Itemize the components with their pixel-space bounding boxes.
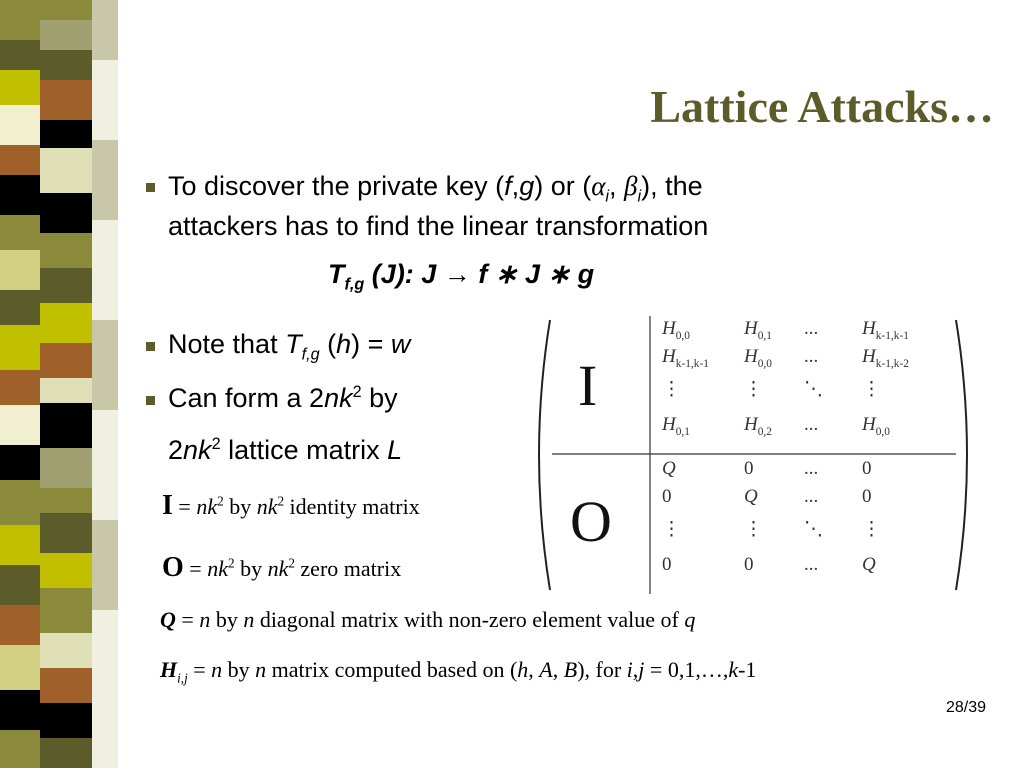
bullet-1-line-2: attackers has to find the linear transformation — [168, 211, 709, 241]
H-cell: ⋮ — [744, 379, 763, 400]
H-cell: ⋮ — [862, 379, 881, 400]
Q-cell: ⋮ — [862, 519, 881, 540]
definition-q: Q = n by n diagonal matrix with non-zero element value of q — [160, 607, 696, 632]
H-cell: $H_{0,0}$ — [662, 318, 690, 342]
bullet-3-line-2: $2nk^2$ lattice matrix L — [168, 435, 403, 465]
H-cell: $H_{0,0}$ — [862, 414, 890, 438]
Q-cell: Q — [862, 554, 876, 575]
H-cell: $H_{0,0}$ — [744, 346, 772, 370]
slide-title: Lattice Attacks… — [650, 81, 994, 132]
definition-h: $H_{i,j} = n$ by n matrix computed based on (h, A, B), for i,j = 0,1,…,k-1 — [160, 657, 757, 686]
bullet-2: Note that $T_{f,g}$ (h) = w — [168, 329, 411, 364]
H-cell: $H_{0,1}$ — [744, 318, 772, 342]
bullet-1-line-1: To discover the private key (f,g) or ($\alpha_i$, $\beta_i$), the — [168, 171, 703, 206]
Q-cell: Q — [662, 458, 676, 479]
H-cell: ... — [804, 346, 819, 367]
Q-cell: ... — [804, 554, 819, 575]
Q-cell: 0 — [862, 458, 872, 479]
Q-cell: 0 — [744, 554, 754, 575]
Q-cell: ⋮ — [662, 519, 681, 540]
Q-cell: ... — [804, 486, 819, 507]
bullet-marker — [146, 396, 155, 405]
Q-cell: 0 — [862, 486, 872, 507]
bullet-3-line-1: Can form a $2nk^2$ by — [168, 383, 398, 413]
H-cell: $H_{k-1,k-1}$ — [862, 318, 909, 342]
H-cell: $H_{0,2}$ — [744, 414, 772, 438]
stripe-column-inner — [92, 0, 118, 768]
Q-cell: ... — [804, 458, 819, 479]
zero-block-symbol: O — [570, 489, 612, 554]
Q-cell: 0 — [662, 486, 672, 507]
Q-cell: 0 — [662, 554, 672, 575]
stripe-column-middle — [40, 0, 92, 768]
definition-zero: $O = nk^2$ by $nk^2$ zero matrix — [162, 552, 402, 583]
right-bracket — [956, 320, 967, 590]
H-cell: $H_{k-1,k-2}$ — [862, 346, 909, 370]
lattice-matrix — [536, 312, 976, 598]
Q-cell: ⋱ — [804, 519, 823, 540]
bullet-marker — [146, 183, 155, 192]
bullet-marker — [146, 342, 155, 351]
H-cell: $H_{k-1,k-1}$ — [662, 346, 709, 370]
Q-cell: ⋮ — [744, 519, 763, 540]
stripe-column-outer — [0, 0, 40, 768]
H-cell: ⋮ — [662, 379, 681, 400]
identity-block-symbol: I — [578, 353, 598, 418]
linear-transformation-formula: $T_{f,g}$ (J): J → f ∗ J ∗ g — [328, 259, 595, 294]
H-cell: ... — [804, 414, 819, 435]
left-bracket — [539, 320, 550, 590]
Q-cell: 0 — [744, 458, 754, 479]
H-cell: $H_{0,1}$ — [662, 414, 690, 438]
decorative-stripe-border — [0, 0, 118, 768]
definition-identity: $I = nk^2$ by $nk^2$ identity matrix — [162, 490, 420, 521]
H-cell: ⋱ — [804, 379, 823, 400]
Q-cell: Q — [744, 486, 758, 507]
page-number: 28/39 — [945, 699, 986, 716]
H-cell: ... — [804, 318, 819, 339]
